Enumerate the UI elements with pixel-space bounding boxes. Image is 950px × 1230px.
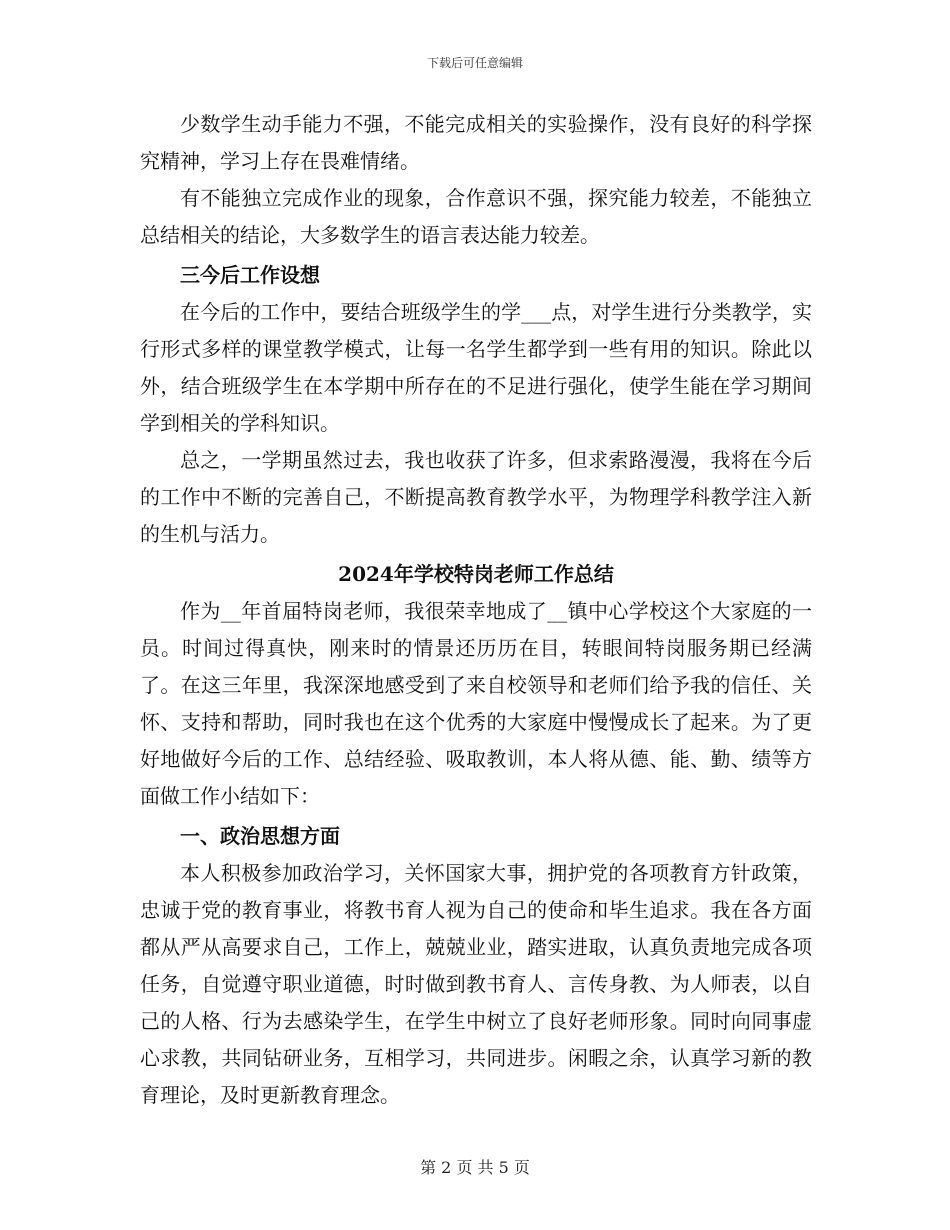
document-title: 2024年学校特岗老师工作总结 [338,562,614,586]
heading-future-plans: 三今后工作设想 [180,263,320,287]
paragraph-homework-issues: 有不能独立完成作业的现象，合作意识不强，探究能力较差，不能独立总结相关的结论，大多数学生的语言表达能力较差。 [140,186,812,247]
page-number: 第 2 页 共 5 页 [420,1158,530,1177]
paragraph-students-weakness: 少数学生动手能力不强，不能完成相关的实验操作，没有良好的科学探究精神，学习上存在畏难情绪。 [140,112,812,173]
page-header: 下载后可任意编辑 [426,56,523,70]
paragraph-future-work: 在今后的工作中，要结合班级学生的学___点，对学生进行分类教学，实行形式多样的课堂教学模式，让每一名学生都学到一些有用的知识。除此以外，结合班级学生在本学期中所存在的不足进行强化，使学生能在学习期间学到相关的学科知识。 [140,300,812,435]
paragraph-conclusion: 总之，一学期虽然过去，我也收获了许多，但求索路漫漫，我将在今后的工作中不断的完善自己，不断提高教育教学水平，为物理学科教学注入新的生机与活力。 [140,448,812,546]
document-body [140,106,812,1114]
heading-political-thought: 一、政治思想方面 [180,824,340,848]
paragraph-political-thought: 本人积极参加政治学习，关怀国家大事，拥护党的各项教育方针政策，忠诚于党的教育事业，将教书育人视为自己的使命和毕生追求。我在各方面都从严从高要求自己，工作上，兢兢业业，踏实进取，认真负责地完成各项任务，自觉遵守职业道德，时时做到教书育人、言传身教、为人师表，以自己的人格、行为去感染学生，在学生中树立了良好老师形象。同时向同事虚心求教，共同钻研业务，互相学习，共同进步。闲暇之余，认真学习新的教育理论，及时更新教育理念。 [140,861,812,1107]
paragraph-introduction: 作为__年首届特岗老师，我很荣幸地成了__镇中心学校这个大家庭的一员。时间过得真快，刚来时的情景还历历在目，转眼间特岗服务期已经满了。在这三年里，我深深地感受到了来自校领导和老师们给予我的信任、关怀、支持和帮助，同时我也在这个优秀的大家庭中慢慢成长了起来。为了更好地做好今后的工作、总结经验、吸取教训，本人将从德、能、勤、绩等方面做工作小结如下： [140,599,812,808]
